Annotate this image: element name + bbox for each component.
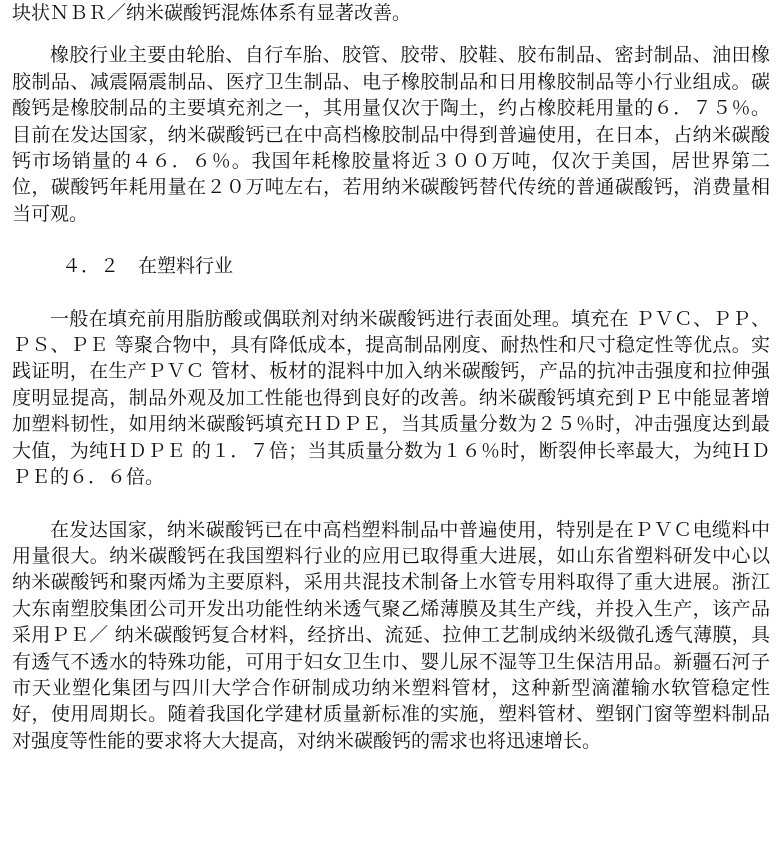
paragraph-nbr-mixing: 块状ＮＢＲ／纳米碳酸钙混炼体系有显著改善。 [12,2,412,24]
section-heading-plastics: ４．２ 在塑料行业 [62,255,234,278]
document-page [12,0,770,754]
paragraph-plastics-applications: 在发达国家，纳米碳酸钙已在中高档塑料制品中普遍使用，特别是在ＰＶＣ电缆料中用量很大。纳米碳酸钙在我国塑料行业的应用已取得重大进展，如山东省塑料研发中心以纳米碳酸钙和聚丙烯为主要原料，采用共混技术制备上水管专用料取得了重大进展。浙江大东南塑胶集团公司开发出功能性纳米透气聚乙烯薄膜及其生产线，并投入生产，该产品采用ＰＥ／ 纳米碳酸钙复合材料，经挤出、流延、拉伸工艺制成纳米级微孔透气薄膜，具有透气不透水的特殊功能，可用于妇女卫生巾、婴儿尿不湿等卫生保洁用品。新疆石河子市天业塑化集团与四川大学合作研制成功纳米塑料管材，这种新型滴灌输水软管稳定性好，使用周期长。随着我国化学建材质量新标准的实施，塑料管材、塑钢门窗等塑料制品对强度等性能的要求将大大提高，对纳米碳酸钙的需求也将迅速增长。 [12,518,770,752]
paragraph-rubber-industry: 橡胶行业主要由轮胎、自行车胎、胶管、胶带、胶鞋、胶布制品、密封制品、油田橡胶制品、减震隔震制品、医疗卫生制品、电子橡胶制品和日用橡胶制品等小行业组成。碳酸钙是橡胶制品的主要填充剂之一，其用量仅次于陶土，约占橡胶耗用量的６．７５％。目前在发达国家，纳米碳酸钙已在中高档橡胶制品中得到普遍使用，在日本，占纳米碳酸钙市场销量的４６．６％。我国年耗橡胶量将近３００万吨，仅次于美国，居世界第二位，碳酸钙年耗用量在２０万吨左右，若用纳米碳酸钙替代传统的普通碳酸钙，消费量相当可观。 [12,44,770,225]
paragraph-plastics-filling: 一般在填充前用脂肪酸或偶联剂对纳米碳酸钙进行表面处理。填充在 ＰＶＣ、ＰＰ、ＰＳ、ＰＥ 等聚合物中，具有降低成本，提高制品刚度、耐热性和尺寸稳定性等优点。实践证明，在生产ＰＶＣ 管材、板材的混料中加入纳米碳酸钙，产品的抗冲击强度和拉伸强度明显提高，制品外观及加工性能也得到良好的改善。纳米碳酸钙填充到ＰＥ中能显著增加塑料韧性，如用纳米碳酸钙填充ＨＤＰＥ，当其质量分数为２５％时，冲击强度达到最大值，为纯ＨＤＰＥ 的１．７倍；当其质量分数为１６％时，断裂伸长率最大，为纯ＨＤＰＥ的６．６倍。 [12,307,770,489]
